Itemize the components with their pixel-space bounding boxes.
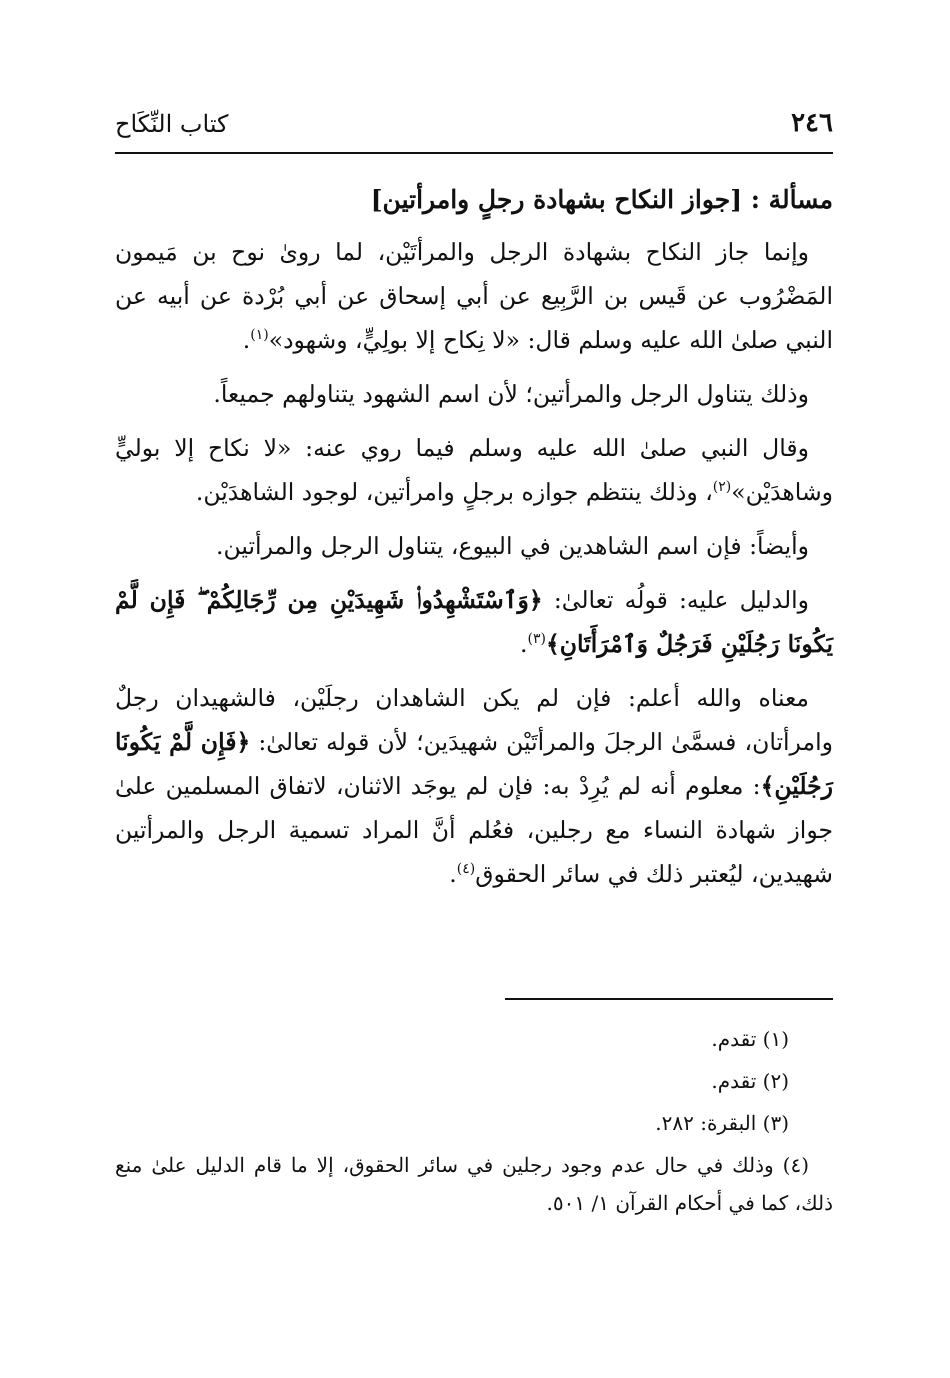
running-head: كتاب النِّكَاح [115,110,229,138]
paragraph-3-text-a: وقال النبي صلىٰ الله عليه وسلم فيما روي عنه: «لا نكاح إلا بوليٍّ وشاهدَيْن» [115,434,833,506]
footnote-2: (٢) تقدم. [711,1069,789,1093]
footnote-ref-4: (٤) [456,861,476,878]
footnote-ref-3: (٣) [527,631,546,648]
footnote-separator [505,998,833,1000]
footnote-3: (٣) البقرة: ٢٨٢. [655,1111,789,1135]
paragraph-6: معناه والله أعلم: فإن لم يكن الشاهدان رجلَيْن، فالشهيدان رجلٌ وامرأتان، فسمَّىٰ الرجلَ والمرأتَيْن شهيدَين؛ لأن قوله تعالىٰ: ﴿فَإِن لَّمْ يَكُونَا رَجُلَيْنِ﴾: معلوم أنه لم يُرِدْ به: فإن لم يوجَد الاثنان، لاتفاق المسلمين علىٰ جواز شهادة النساء مع رجلين، فعُلم أنَّ المراد تسمية الرجل والمرأتين شهيدين، ليُعتبر ذلك في سائر الحقوق$^{(٤)}$. [115,684,833,888]
paragraph-6-text-a: معناه والله أعلم: فإن لم يكن الشاهدان رجلَيْن، فالشهيدان رجلٌ وامرأتان، فسمَّىٰ الرجلَ والمرأتَيْن شهيدَين؛ لأن قوله تعالىٰ: [115,684,833,756]
main-text [115,178,833,906]
paragraph-3 [115,426,833,514]
footnote-4: (٤) وذلك في حال عدم وجود رجلين في سائر الحقوق، إلا ما قام الدليل علىٰ منع ذلك، كما في أحكام القرآن ١/ ٥٠١. [115,1153,833,1215]
paragraph-1-text: وإنما جاز النكاح بشهادة الرجل والمرأتَيْن، لما روىٰ نوح بن مَيمون المَضْرُوب عن قَيس بن الرَّبِيع عن أبي إسحاق عن أبي بُرْدة عن أبيه عن النبي صلىٰ الله عليه وسلم قال: «لا نِكاح إلا بولِيٍّ، وشهود» [115,238,833,354]
page-number: ٢٤٦ [791,108,833,138]
paragraph-4: وأيضاً: فإن اسم الشاهدين في البيوع، يتناول الرجل والمرأتين. [216,532,809,560]
quran-verse-2: ﴿فَإِن لَّمْ يَكُونَا رَجُلَيْنِ﴾ [115,728,833,800]
paragraph-2: وذلك يتناول الرجل والمرأتين؛ لأن اسم الشهود يتناولهم جميعاً. [213,380,809,408]
footnote-ref-1: (١) [250,327,269,344]
page-header [115,108,833,148]
footnote-1: (١) تقدم. [711,1027,789,1051]
paragraph-1: وإنما جاز النكاح بشهادة الرجل والمرأتَيْن، لما روىٰ نوح بن مَيمون المَضْرُوب عن قَيس بن الرَّبِيع عن أبي إسحاق عن أبي بُرْدة عن أبيه عن النبي صلىٰ الله عليه وسلم قال: «لا نِكاح إلا بولِيٍّ، وشهود»$^{(١)}$. [115,238,833,354]
paragraph-3-text-b: ، وذلك ينتظم جوازه برجلٍ وامرأتين، لوجود الشاهدَيْن. [195,478,713,506]
issue-title: مسألة : [جواز النكاح بشهادة رجلٍ وامرأتين] [370,185,833,214]
footnote-ref-2: (٢) [712,479,732,496]
quran-verse-1: ﴿وَٱسْتَشْهِدُوا۟ شَهِيدَيْنِ مِن رِّجَالِكُمْ ۖ فَإِن لَّمْ يَكُونَا رَجُلَيْنِ فَرَجُلٌ وَٱمْرَأَتَانِ﴾ [115,586,833,658]
paragraph-5-text: والدليل عليه: قولُه تعالىٰ: [553,586,809,614]
footnotes [115,1020,833,1226]
paragraph-5: والدليل عليه: قولُه تعالىٰ: ﴿وَٱسْتَشْهِدُوا۟ شَهِيدَيْنِ مِن رِّجَالِكُمْ ۖ فَإِن لَّمْ يَكُونَا رَجُلَيْنِ فَرَجُلٌ وَٱمْرَأَتَانِ﴾$^{(٣)}$. [115,586,833,658]
header-rule [115,152,833,154]
paragraph-6-text-b: : معلوم أنه لم يُرِدْ به: فإن لم يوجَد الاثنان، لاتفاق المسلمين علىٰ جواز شهادة النساء مع رجلين، فعُلم أنَّ المراد تسمية الرجل والمرأتين شهيدين، ليُعتبر ذلك في سائر الحقوق [115,772,833,888]
